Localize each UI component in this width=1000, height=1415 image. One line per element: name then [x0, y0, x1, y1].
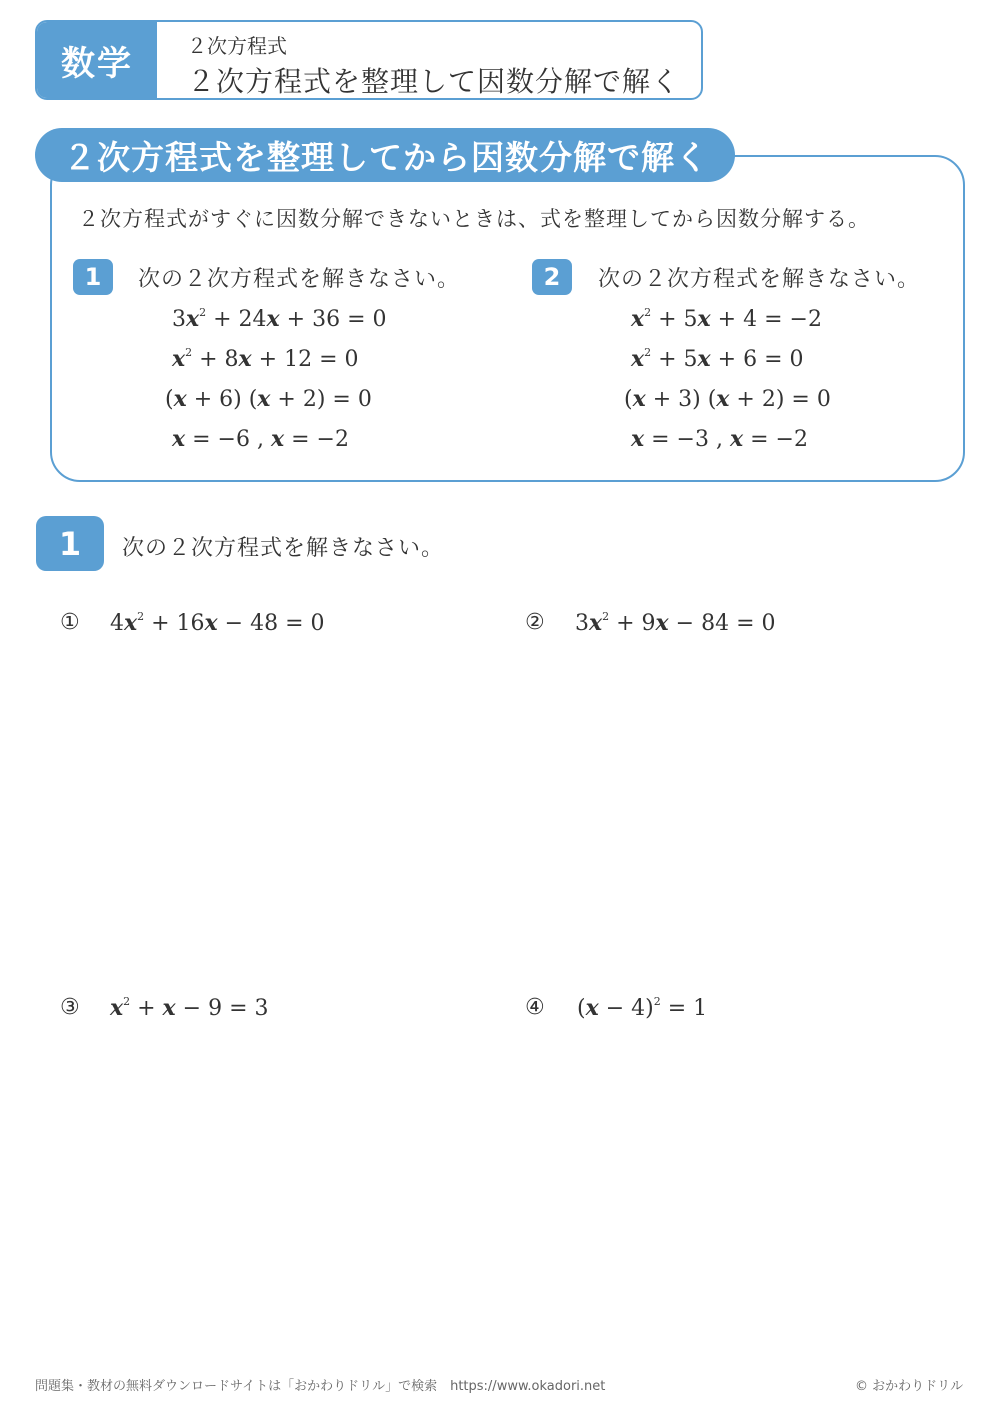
example-1-label: 次の２次方程式を解きなさい。: [138, 267, 461, 292]
example-1-badge: 1: [73, 259, 113, 295]
problem-2-marker: ②: [525, 610, 545, 635]
practice-badge: 1: [36, 516, 104, 571]
footer-text: 問題集・教材の無料ダウンロードサイトは「おかわりドリル」で検索 https://www.okadori.net: [35, 1379, 606, 1394]
example-2-step-4: x = −3 , x = −2: [631, 426, 808, 452]
problem-1-marker: ①: [60, 610, 80, 635]
header-box: [35, 20, 703, 100]
problem-3-marker: ③: [60, 995, 80, 1020]
example-2-label: 次の２次方程式を解きなさい。: [598, 267, 921, 292]
footer-copyright: © おかわりドリル: [855, 1379, 964, 1394]
explanation-description: ２次方程式がすぐに因数分解できないときは、式を整理してから因数分解する。: [78, 207, 870, 231]
example-1-step-4: x = −6 , x = −2: [172, 426, 349, 452]
problem-4-marker: ④: [525, 995, 545, 1020]
problem-1-equation: $4x^2 + 16x - 48 = 0$: [110, 610, 325, 636]
example-1-step-3: (x + 6) (x + 2) = 0: [165, 386, 372, 412]
example-1-step-1: $3x^2 + 24x + 36 = 0$: [172, 306, 387, 332]
practice-instruction: 次の２次方程式を解きなさい。: [122, 536, 445, 561]
example-1-step-2: $x^2 + 8x + 12 = 0$: [172, 346, 359, 372]
problem-4-equation: $(x - 4)^2 = 1$: [577, 995, 708, 1021]
example-2-step-1: $x^2 + 5x + 4 = -2$: [631, 306, 822, 332]
problem-3-equation: $x^2 + x - 9 = 3$: [110, 995, 269, 1021]
problem-2-equation: $3x^2 + 9x - 84 = 0$: [575, 610, 776, 636]
example-2-step-2: $x^2 + 5x + 6 = 0$: [631, 346, 804, 372]
page-title: ２次方程式を整理して因数分解で解く: [187, 65, 681, 98]
subject-tab: 数学: [37, 22, 157, 98]
example-2-step-3: (x + 3) (x + 2) = 0: [624, 386, 831, 412]
unit-label: ２次方程式: [187, 34, 287, 58]
example-2-badge: 2: [532, 259, 572, 295]
explanation-heading: ２次方程式を整理してから因数分解で解く: [35, 128, 735, 182]
